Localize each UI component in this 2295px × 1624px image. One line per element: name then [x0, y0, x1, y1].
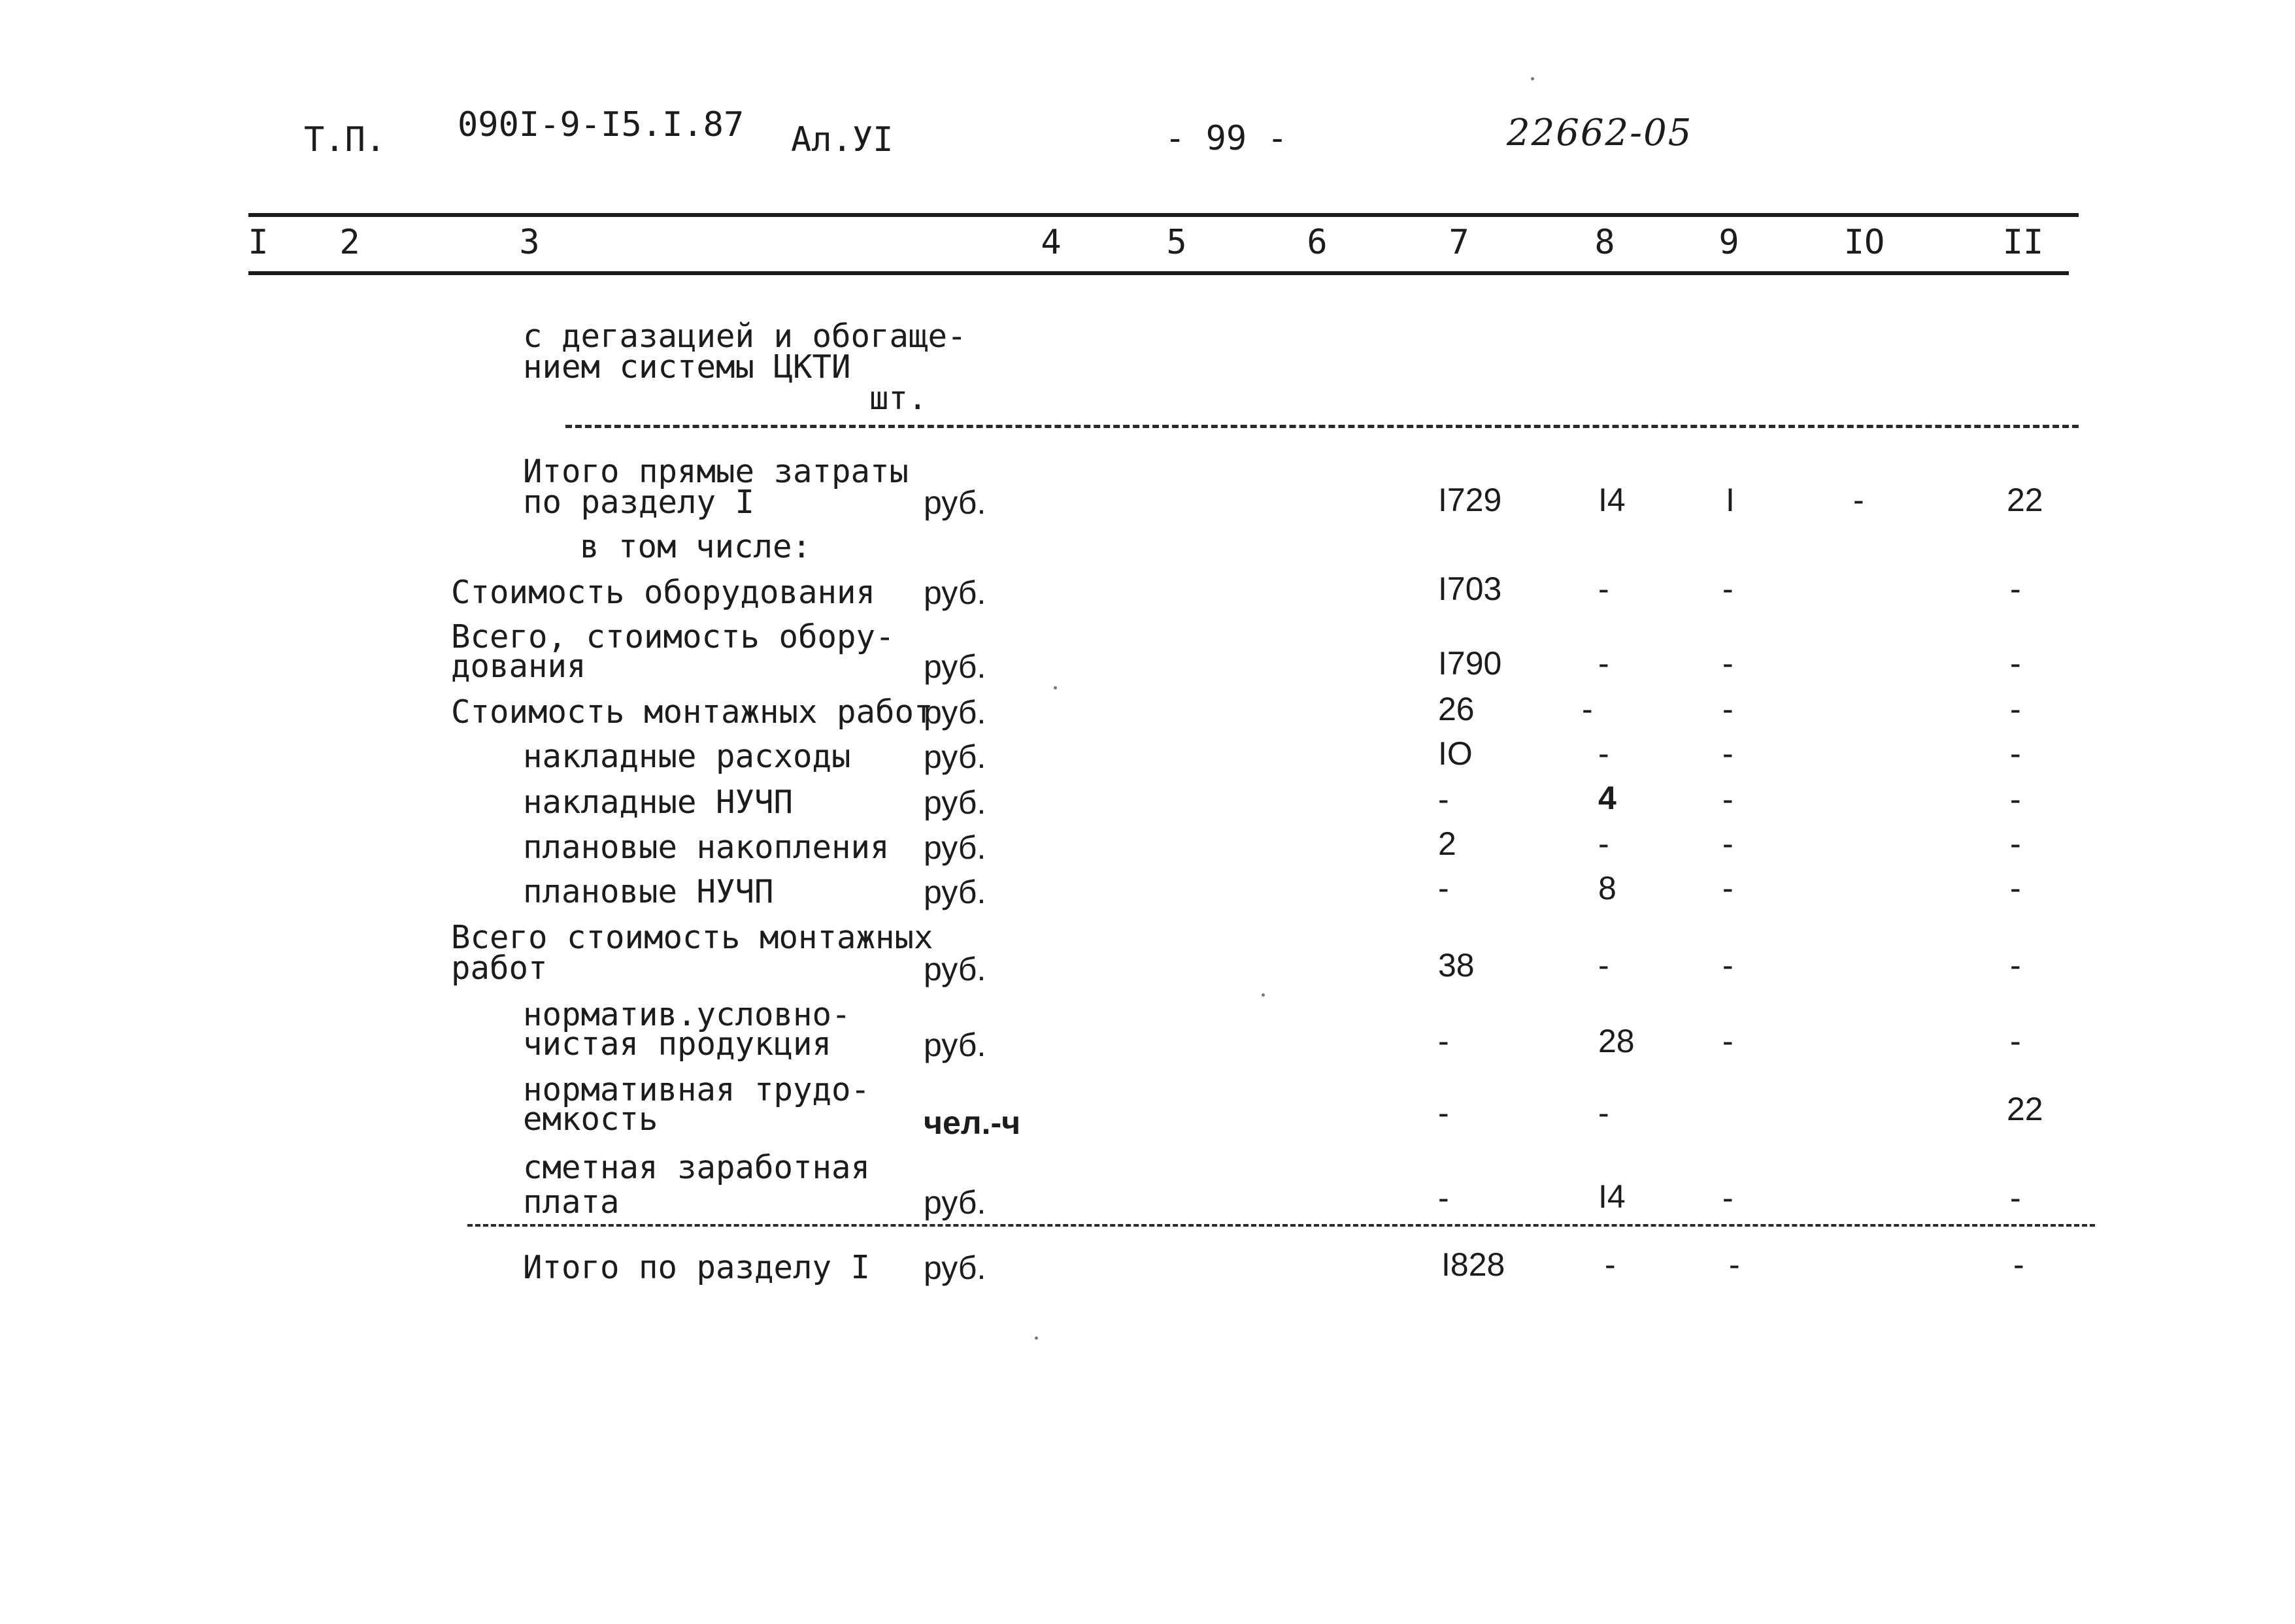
scan-speck [1054, 686, 1057, 689]
column-number: 8 [1594, 223, 1615, 262]
row-label-line-2: чистая продукция [523, 1025, 832, 1063]
scan-speck [1035, 1336, 1038, 1340]
row-unit: руб. [924, 951, 986, 987]
col8-value: 8 [1598, 870, 1617, 906]
col11-value: - [2010, 870, 2021, 906]
col8-value: - [1598, 571, 1609, 607]
col7-value: 2 [1438, 825, 1456, 862]
col7-value: - [1438, 781, 1449, 818]
col9-value: - [1722, 645, 1734, 682]
col8-value: - [1605, 1246, 1616, 1283]
header-top-rule [248, 213, 2079, 217]
row-label: Стоимость монтажных работ [451, 693, 933, 731]
col8-value: - [1598, 1095, 1609, 1131]
col7-value: I703 [1438, 571, 1502, 607]
row-label: плановые НУЧП [523, 873, 774, 910]
col8-value: - [1598, 735, 1609, 772]
column-number: 5 [1166, 223, 1187, 262]
col11-value: 22 [2007, 1091, 2043, 1127]
row-label: плановые накопления [523, 829, 890, 866]
col11-value: - [2010, 1023, 2021, 1059]
col9-value: I [1726, 482, 1735, 518]
column-number: 2 [339, 223, 360, 262]
col7-value: - [1438, 1023, 1449, 1059]
row-unit: руб. [924, 1027, 986, 1063]
row-unit: шт. [869, 380, 928, 417]
col11-value: - [2010, 825, 2021, 862]
col9-value: - [1722, 1180, 1734, 1216]
col8-value: 28 [1598, 1023, 1635, 1059]
col11-value: - [2010, 645, 2021, 682]
col8-value: I4 [1598, 482, 1626, 518]
col9-value: - [1722, 691, 1734, 727]
doc-type: Т.П. [304, 120, 386, 159]
col7-value: 26 [1438, 691, 1475, 727]
header-bottom-rule [248, 271, 2069, 275]
col9-value: - [1722, 571, 1734, 607]
row-unit: руб. [924, 829, 986, 866]
column-number: 7 [1449, 223, 1469, 262]
row-unit: чел.-ч [924, 1104, 1021, 1141]
project-code: 090I-9-I5.I.87 [458, 105, 745, 144]
col8-value: - [1598, 947, 1609, 984]
col8-value: 4 [1598, 780, 1617, 816]
dashed-separator [565, 425, 2079, 428]
row-label-line-1: норматив.условно- [523, 996, 851, 1033]
row-label-line-2: емкость [523, 1101, 658, 1138]
col9-value: - [1729, 1246, 1740, 1283]
col7-value: IO [1438, 735, 1473, 772]
row-label-line-2: плата [523, 1184, 620, 1221]
col9-value: - [1722, 1023, 1734, 1059]
row-label-line-1: Всего, стоимость обору- [451, 618, 895, 655]
col9-value: - [1722, 947, 1734, 984]
row-unit: руб. [924, 648, 986, 685]
col11-value: - [2010, 571, 2021, 607]
row-unit: руб. [924, 784, 986, 821]
row-label-line-1: с дегазацией и обогаще- [523, 318, 967, 355]
col10-value: - [1853, 482, 1864, 518]
row-unit: руб. [924, 738, 986, 775]
col8-value: - [1582, 691, 1593, 727]
row-unit: руб. [924, 874, 986, 910]
col7-value: 38 [1438, 947, 1475, 984]
scan-speck [1531, 77, 1534, 80]
col11-value: - [2010, 947, 2021, 984]
col7-value: - [1438, 1095, 1449, 1131]
column-number: IO [1843, 223, 1885, 262]
col9-value: - [1722, 781, 1734, 818]
scan-speck [1262, 993, 1265, 997]
col9-value: - [1722, 870, 1734, 906]
row-label-line-1: Итого прямые затраты [523, 453, 909, 490]
row-label-line-2: работ [451, 950, 548, 987]
col11-value: - [2010, 735, 2021, 772]
row-unit: руб. [924, 1250, 986, 1286]
col11-value: 22 [2007, 482, 2043, 518]
row-label-line-2: по разделу I [523, 484, 755, 521]
row-label: Стоимость оборудования [451, 574, 876, 611]
col7-value: - [1438, 1180, 1449, 1216]
column-number: 4 [1041, 223, 1062, 262]
col7-value: I790 [1438, 645, 1502, 682]
col8-value: - [1598, 825, 1609, 862]
row-label-line-2: нием системы ЦКТИ [523, 348, 851, 386]
row-unit: руб. [924, 694, 986, 731]
row-label-line-1: Всего стоимость монтажных [451, 919, 933, 956]
col7-value: - [1438, 870, 1449, 906]
row-label: Итого по разделу I [523, 1249, 871, 1286]
page-number: - 99 - [1165, 119, 1288, 158]
col11-value: - [2010, 691, 2021, 727]
row-label: накладные расходы [523, 738, 851, 775]
album-number: Ал.УI [791, 120, 894, 159]
row-unit: руб. [924, 574, 986, 611]
col7-value: I828 [1441, 1246, 1505, 1283]
row-label-line-1: нормативная трудо- [523, 1071, 871, 1108]
row-label-line-1: сметная заработная [523, 1149, 871, 1186]
handwritten-inventory-number: 22662-05 [1507, 112, 1693, 154]
col11-value: - [2010, 1180, 2021, 1216]
col8-value: I4 [1598, 1178, 1626, 1215]
column-number: I [248, 223, 269, 262]
column-number: 6 [1307, 223, 1328, 262]
column-number: II [2002, 223, 2044, 262]
col7-value: I729 [1438, 482, 1502, 518]
col11-value: - [2013, 1246, 2024, 1283]
dashed-separator [467, 1224, 2095, 1227]
row-label-line-2: дования [451, 648, 586, 685]
col11-value: - [2010, 781, 2021, 818]
row-unit: руб. [924, 484, 986, 521]
row-label: накладные НУЧП [523, 784, 794, 821]
column-number: 9 [1718, 223, 1739, 262]
col8-value: - [1598, 645, 1609, 682]
row-unit: руб. [924, 1184, 986, 1221]
col9-value: - [1722, 735, 1734, 772]
row-label: в том числе: [580, 528, 812, 565]
column-number: 3 [519, 223, 540, 262]
col9-value: - [1722, 825, 1734, 862]
